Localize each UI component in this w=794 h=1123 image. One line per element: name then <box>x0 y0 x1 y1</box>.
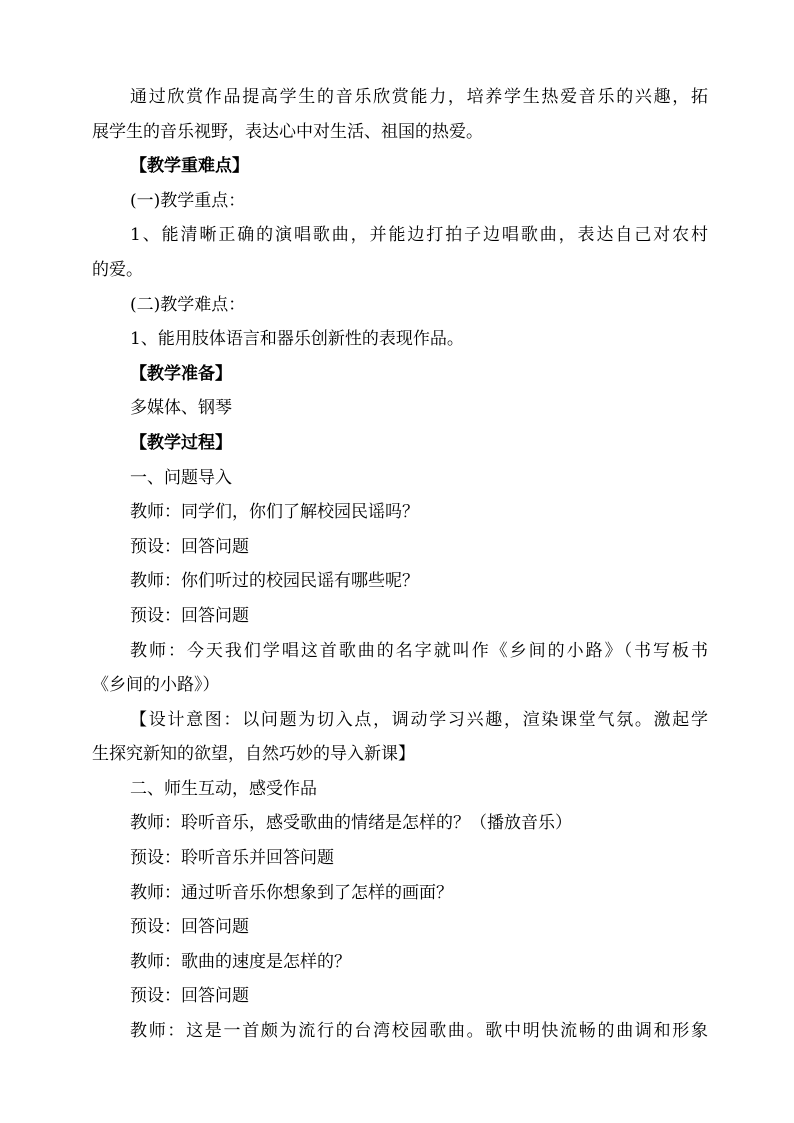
dialogue-line: 《乡间的小路》） <box>92 675 220 696</box>
paragraph-line: 多媒体、钢琴 <box>130 398 232 419</box>
paragraph-line: 1、能清晰正确的演唱歌曲，并能边打拍子边唱歌曲，表达自己对农村 <box>130 225 708 246</box>
dialogue-line: 预设：回答问题 <box>130 605 249 626</box>
dialogue-line: 教师：聆听音乐，感受歌曲的情绪是怎样的？（播放音乐） <box>130 813 572 834</box>
design-intent-line: 生探究新知的欲望，自然巧妙的导入新课】 <box>92 744 415 765</box>
subsection-heading: (一)教学重点： <box>130 190 246 211</box>
dialogue-line: 教师：同学们，你们了解校园民谣吗？ <box>130 502 419 523</box>
dialogue-line: 预设：聆听音乐并回答问题 <box>130 848 334 869</box>
dialogue-line: 预设：回答问题 <box>130 536 249 557</box>
paragraph-line: 1、能用肢体语言和器乐创新性的表现作品。 <box>130 329 464 350</box>
design-intent-line: 【设计意图：以问题为切入点，调动学习兴趣，渲染课堂气氛。激起学 <box>130 709 708 730</box>
subsection-heading: 一、问题导入 <box>130 467 232 488</box>
paragraph-line: 通过欣赏作品提高学生的音乐欣赏能力，培养学生热爱音乐的兴趣，拓 <box>130 87 708 107</box>
dialogue-line: 教师：歌曲的速度是怎样的？ <box>130 951 351 972</box>
subsection-heading: 二、师生互动，感受作品 <box>130 778 317 799</box>
dialogue-line: 教师：你们听过的校园民谣有哪些呢？ <box>130 571 419 592</box>
dialogue-line: 预设：回答问题 <box>130 917 249 938</box>
document-page <box>92 80 708 1049</box>
dialogue-line: 预设：回答问题 <box>130 986 249 1007</box>
dialogue-line: 教师：今天我们学唱这首歌曲的名字就叫作《乡间的小路》（书写板书 <box>130 640 708 661</box>
subsection-heading: (二)教学难点： <box>130 294 246 315</box>
paragraph-line: 的爱。 <box>92 259 143 280</box>
section-heading: 【教学过程】 <box>130 432 232 453</box>
section-heading: 【教学准备】 <box>130 363 232 384</box>
section-heading: 【教学重难点】 <box>130 156 249 177</box>
paragraph-line: 展学生的音乐视野，表达心中对生活、祖国的热爱。 <box>92 121 483 142</box>
dialogue-line: 教师：通过听音乐你想象到了怎样的画面？ <box>130 882 453 903</box>
dialogue-line: 教师：这是一首颇为流行的台湾校园歌曲。歌中明快流畅的曲调和形象 <box>130 1021 708 1042</box>
